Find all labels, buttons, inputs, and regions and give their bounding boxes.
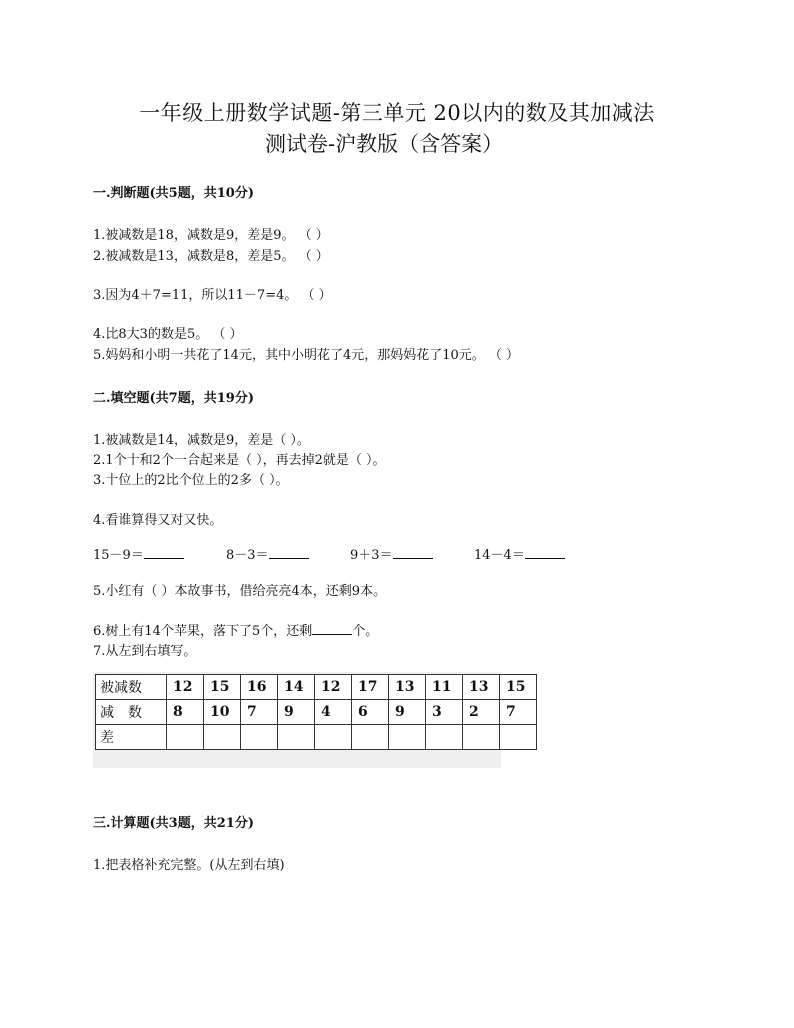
answer-blank	[525, 546, 565, 559]
calc-item-3	[350, 544, 433, 563]
table-cell: 2	[463, 700, 500, 725]
table-row-difference	[96, 725, 537, 750]
table-cell: 10	[204, 700, 241, 725]
answer-cell[interactable]	[204, 725, 241, 750]
answer-cell[interactable]	[500, 725, 537, 750]
s1-question-3: 3.因为4＋7=11，所以11－7=4。 （ ）	[93, 288, 332, 303]
answer-blank	[312, 622, 352, 635]
s3-question-1: 1.把表格补充完整。(从左到右填)	[93, 858, 285, 873]
s2-question-4: 4.看谁算得又对又快。	[93, 513, 223, 528]
answer-blank	[144, 546, 184, 559]
calc-expression: 15－9＝	[93, 548, 144, 563]
answer-cell[interactable]	[352, 725, 389, 750]
s2-question-1: 1.被减数是14，减数是9，差是（ ）。	[93, 433, 310, 448]
section-1-heading: 一.判断题(共5题，共10分)	[93, 186, 254, 201]
table-cell: 7	[241, 700, 278, 725]
answer-cell[interactable]	[389, 725, 426, 750]
table-cell: 17	[352, 675, 389, 700]
table-cell: 13	[463, 675, 500, 700]
table-row-subtrahend	[96, 700, 537, 725]
table-cell: 14	[278, 675, 315, 700]
s1-question-4: 4.比8大3的数是5。 （ ）	[93, 327, 243, 342]
calc-expression: 14－4＝	[474, 548, 525, 563]
answer-blank	[393, 546, 433, 559]
answer-cell[interactable]	[167, 725, 204, 750]
table-cell: 13	[389, 675, 426, 700]
answer-cell[interactable]	[315, 725, 352, 750]
table-cell: 6	[352, 700, 389, 725]
table-cell: 16	[241, 675, 278, 700]
s1-question-1: 1.被减数是18，减数是9，差是9。 （ ）	[93, 228, 329, 243]
s2-question-5: 5.小红有（ ）本故事书，借给亮亮4本，还剩9本。	[93, 584, 387, 599]
s1-question-5: 5.妈妈和小明一共花了14元，其中小明花了4元，那妈妈花了10元。 （ ）	[93, 348, 520, 363]
table-cell: 15	[500, 675, 537, 700]
page-subtitle: 测试卷-沪教版（含答案）	[265, 132, 504, 156]
table-row-minuend	[96, 675, 537, 700]
calc-item-2	[226, 544, 309, 563]
table-cell: 4	[315, 700, 352, 725]
answer-cell[interactable]	[463, 725, 500, 750]
answer-blank	[269, 546, 309, 559]
s2-question-2: 2.1个十和2个一合起来是（ ），再去掉2就是（ ）。	[93, 453, 386, 468]
table-cell: 12	[315, 675, 352, 700]
s2-question-3: 3.十位上的2比个位上的2多（ ）。	[93, 473, 289, 488]
table-cell: 9	[389, 700, 426, 725]
q6-text: 6.树上有14个苹果，落下了5个，还剩	[93, 624, 313, 639]
calc-item-4	[474, 544, 565, 563]
page-title: 一年级上册数学试题-第三单元 20以内的数及其加减法	[139, 101, 655, 125]
answer-cell[interactable]	[426, 725, 463, 750]
subtraction-table	[95, 674, 537, 750]
s1-question-2: 2.被减数是13，减数是8，差是5。 （ ）	[93, 249, 329, 264]
section-3-heading: 三.计算题(共3题，共21分)	[93, 816, 254, 831]
answer-cell[interactable]	[241, 725, 278, 750]
table-cell: 8	[167, 700, 204, 725]
table-cell: 3	[426, 700, 463, 725]
calc-expression: 8－3＝	[226, 548, 269, 563]
table-cell: 11	[426, 675, 463, 700]
s2-question-7: 7.从左到右填写。	[93, 644, 197, 659]
calc-item-1	[93, 544, 184, 563]
table-cell: 9	[278, 700, 315, 725]
section-2-heading: 二.填空题(共7题，共19分)	[93, 391, 254, 406]
table-cell: 15	[204, 675, 241, 700]
answer-cell[interactable]	[278, 725, 315, 750]
table-cell: 12	[167, 675, 204, 700]
s2-question-6	[93, 620, 378, 639]
row-label: 差	[96, 725, 167, 750]
row-label: 被减数	[96, 675, 167, 700]
row-label: 减 数	[96, 700, 167, 725]
calc-expression: 9＋3＝	[350, 548, 393, 563]
table-cell: 7	[500, 700, 537, 725]
q6-suffix: 个。	[352, 624, 379, 639]
